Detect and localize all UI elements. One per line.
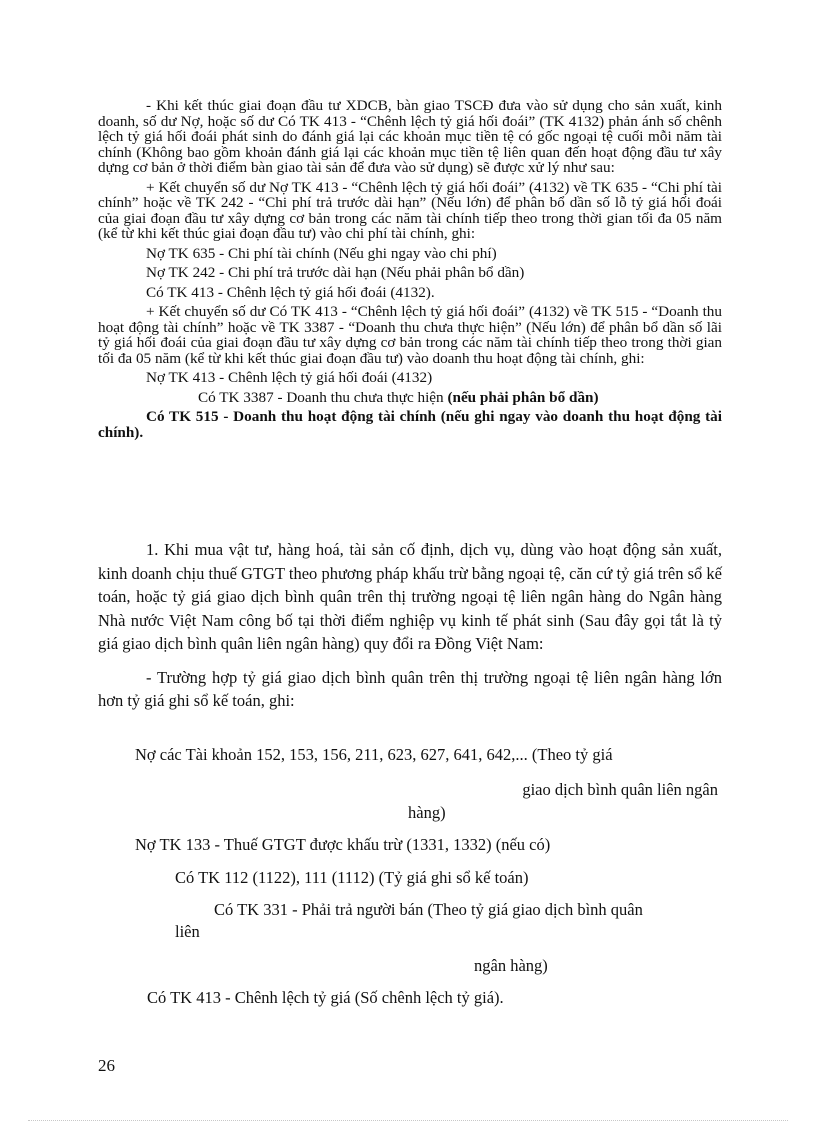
paragraph-handover: - Khi kết thúc giai đoạn đầu tư XDCB, bàn giao TSCĐ đưa vào sử dụng cho sản xuất, kinh doanh, số dư Nợ, hoặc số dư Có TK 413 - “Chênh lệch tỷ giá hối đoái” (TK 4132) phản ánh số chênh lệch tỷ giá hối đoái phát sinh do đánh giá lại các khoản mục tiền tệ có gốc ngoại tệ cuối mỗi năm tài chính (Không bao gồm khoản đánh giá lại các khoản mục tiền tệ liên quan đến hoạt động đầu tư xây dựng cơ bản ở thời điểm bàn giao tài sản để đưa vào sử dụng) sẽ được xử lý như sau: (98, 97, 722, 176)
entry-debit-133: Nợ TK 133 - Thuế GTGT được khấu trừ (1331, 1332) (nếu có) (135, 835, 551, 854)
paragraph-rate-higher: - Trường hợp tỷ giá giao dịch bình quân trên thị trường ngoại tệ liên ngân hàng lớn hơn tỷ giá ghi sổ kế toán, ghi: (98, 667, 722, 710)
entry-credit-3387-text: Có TK 3387 - Doanh thu chưa thực hiện (198, 388, 448, 406)
section-purchase-foreign-currency (98, 538, 722, 723)
entry-debit-accounts: Nợ các Tài khoản 152, 153, 156, 211, 623, 627, 641, 642,... (Theo tỷ giá (135, 745, 613, 764)
page-bottom-rule (28, 1120, 788, 1121)
entry-credit-331-cont: liên (175, 922, 200, 941)
paragraph-credit-transfer: + Kết chuyển số dư Có TK 413 - “Chênh lệch tỷ giá hối đoái” (4132) về TK 515 - “Doanh thu hoạt động tài chính” hoặc về TK 3387 - “Doanh thu chưa thực hiện” (Nếu lớn) để phân bổ dần số lãi tỷ giá hối đoái của giai đoạn đầu tư xây dựng cơ bản trong các năm tài chính tiếp theo trong thời gian tối đa 05 năm (kể từ khi kết thúc giai đoạn đầu tư) vào doanh thu hoạt động tài chính, ghi: (98, 303, 722, 367)
section-fx-handover (98, 98, 722, 444)
entry-credit-3387 (98, 390, 722, 406)
paragraph-debit-transfer: + Kết chuyển số dư Nợ TK 413 - “Chênh lệch tỷ giá hối đoái” (4132) về TK 635 - “Chi phí tài chính” hoặc về TK 242 - “Chi phí trả trước dài hạn” (Nếu lớn) để phân bổ dần số lỗ tỷ giá hối đoái của giai đoạn đầu tư xây dựng cơ bản trong các năm tài chính tiếp theo trong thời gian tối đa 05 năm (kể từ khi kết thúc giai đoạn đầu tư) vào chi phí tài chính, ghi: (98, 178, 722, 242)
entry-credit-413-diff: Có TK 413 - Chênh lệch tỷ giá (Số chênh lệch tỷ giá). (147, 988, 504, 1007)
entry-debit-413: Nợ TK 413 - Chênh lệch tỷ giá hối đoái (4132) (146, 369, 433, 386)
entry-credit-413: Có TK 413 - Chênh lệch tỷ giá hối đoái (4132). (146, 283, 435, 301)
page-number: 26 (98, 1056, 115, 1075)
entry-debit-242: Nợ TK 242 - Chi phí trả trước dài hạn (Nếu phải phân bổ dần) (146, 264, 525, 281)
entry-credit-3387-note: (nếu phải phân bổ dần) (447, 388, 599, 406)
paragraph-purchase: 1. Khi mua vật tư, hàng hoá, tài sản cố định, dịch vụ, dùng vào hoạt động sản xuất, kinh doanh chịu thuế GTGT theo phương pháp khấu trừ bằng ngoại tệ, căn cứ tỷ giá trên sổ kế toán, hoặc tỷ giá giao dịch bình quân trên thị trường ngoại tệ liên ngân hàng do Ngân hàng Nhà nước Việt Nam công bố tại thời điểm nghiệp vụ kinh tế phát sinh (Sau đây gọi tắt là tỷ giá giao dịch bình quân liên ngân hàng) quy đổi ra Đồng Việt Nam: (98, 540, 722, 653)
entry-debit-accounts-cont: giao dịch bình quân liên ngân (522, 780, 718, 799)
entry-credit-331-end: ngân hàng) (474, 956, 548, 975)
entry-debit-635: Nợ TK 635 - Chi phí tài chính (Nếu ghi ngay vào chi phí) (146, 244, 497, 262)
entry-debit-accounts-end: hàng) (408, 803, 446, 822)
entry-credit-331: Có TK 331 - Phải trả người bán (Theo tỷ giá giao dịch bình quân (214, 900, 643, 919)
entry-credit-112-111: Có TK 112 (1122), 111 (1112) (Tỷ giá ghi sổ kế toán) (175, 868, 529, 887)
entry-credit-515: Có TK 515 - Doanh thu hoạt động tài chính (nếu ghi ngay vào doanh thu hoạt động tài chính). (98, 408, 722, 441)
